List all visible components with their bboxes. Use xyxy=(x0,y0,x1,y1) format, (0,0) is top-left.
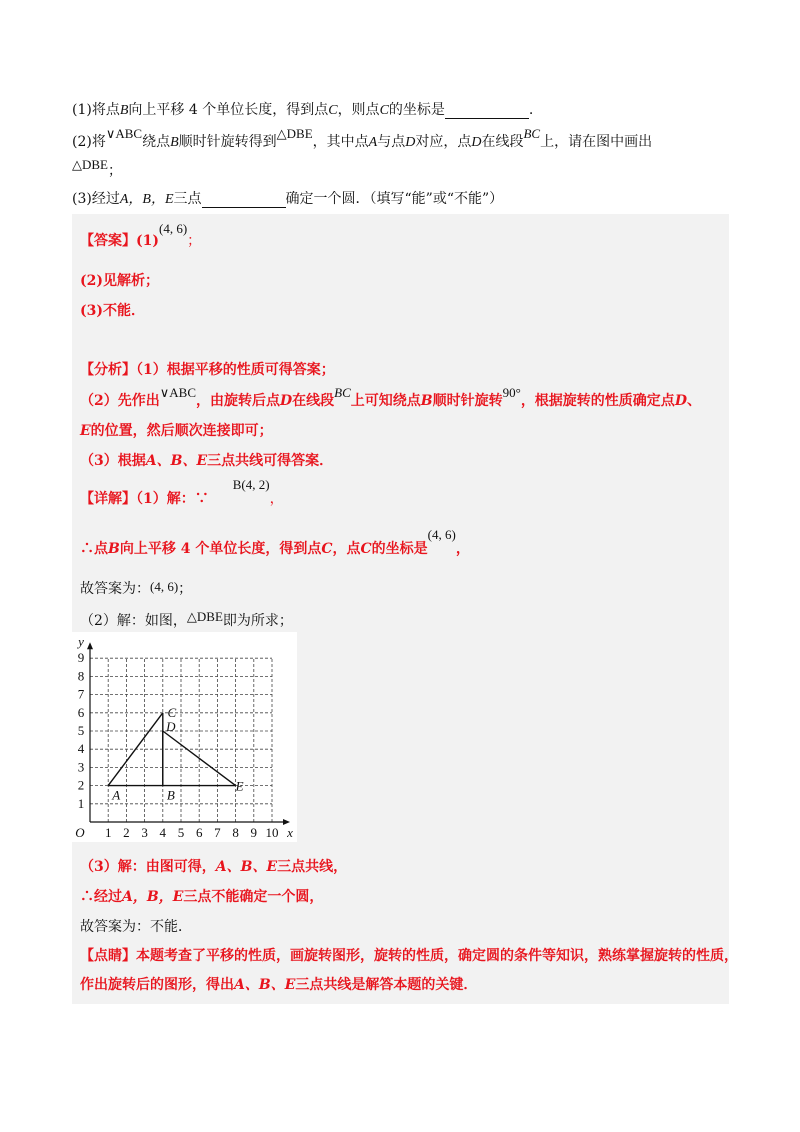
analysis-text: （2）先作出 xyxy=(80,393,160,409)
q2-text: ，其中点 xyxy=(312,134,369,150)
detail-point-b: B(4, 2) xyxy=(232,477,270,492)
q1-text: . xyxy=(528,102,534,118)
q3-text: 确定一个圆．（填写“能”或“不能”） xyxy=(285,191,504,207)
detail-text: 即为所求； xyxy=(222,613,293,629)
y-tick-label: 6 xyxy=(77,704,85,720)
detail-text: （2）解：如图， xyxy=(80,613,187,629)
question-2-line2 xyxy=(72,157,122,180)
detail-text: 向上平移 4 个单位长度，得到点 xyxy=(119,541,322,557)
detail-text: 的坐标是 xyxy=(371,541,428,557)
analysis-triangle: ∨ABC xyxy=(159,385,196,400)
analysis-line-1 xyxy=(80,359,335,379)
question-1 xyxy=(72,99,533,119)
q1-point-c: C xyxy=(328,103,338,118)
q1-point-b: B xyxy=(119,103,129,118)
y-tick-label: 1 xyxy=(77,795,85,811)
point-label-c: C xyxy=(167,704,177,720)
y-tick-label: 3 xyxy=(77,759,85,775)
comment-text: 作出旋转后的图形，得出 xyxy=(80,977,234,993)
q1-text: (1)将点 xyxy=(72,102,120,118)
x-tick-label: 7 xyxy=(214,825,221,840)
detail-label: 【详解】 xyxy=(80,491,136,507)
y-axis-label: y xyxy=(78,634,84,650)
detail-text: 故答案为： xyxy=(80,581,150,597)
point-label-b: B xyxy=(166,787,175,803)
q2-text: 对应，点 xyxy=(415,134,472,150)
x-tick-label: 6 xyxy=(195,825,203,840)
analysis-point: D xyxy=(674,393,687,409)
detail-line-4 xyxy=(80,610,293,630)
answer-value: (4, 6) xyxy=(159,221,188,236)
q2-text: 在线段 xyxy=(481,134,524,150)
x-tick-label: 2 xyxy=(123,825,130,840)
answer-label: 【答案】 xyxy=(80,233,136,249)
comment-text: 三点共线是解答本题的关键． xyxy=(295,977,478,993)
comment-line-2 xyxy=(80,974,477,994)
analysis-points: A、B、E xyxy=(145,453,208,469)
detail-points: A、B、E xyxy=(215,859,278,875)
detail-text: ，点 xyxy=(332,541,361,557)
analysis-text: （1）根据平移的性质可得答案； xyxy=(136,362,335,378)
answer-panel xyxy=(72,214,738,1004)
point-label-e: E xyxy=(235,778,244,794)
answer-text: ； xyxy=(187,233,202,249)
analysis-line-3 xyxy=(80,420,273,440)
answer-text: (1) xyxy=(136,233,159,249)
q3-answer-blank[interactable] xyxy=(202,193,286,208)
q1-text: 向上平移 4 个单位长度，得到点 xyxy=(128,102,329,118)
detail-line-6 xyxy=(80,886,323,906)
y-tick-label: 5 xyxy=(77,723,85,738)
detail-line-2 xyxy=(80,527,470,558)
q1-text: 的坐标是 xyxy=(388,102,445,118)
x-tick-label: 4 xyxy=(159,825,167,840)
point-label-a: A xyxy=(112,787,121,803)
analysis-text: 上可知绕点 xyxy=(350,393,421,409)
x-tick-label: 10 xyxy=(265,825,279,840)
detail-line-5 xyxy=(80,856,347,876)
q2-text: ； xyxy=(108,163,122,179)
y-tick-label: 7 xyxy=(77,686,85,702)
q2-point: B xyxy=(170,135,179,150)
q2-point: D xyxy=(471,135,482,150)
analysis-line-2 xyxy=(80,385,701,410)
x-tick-label: 8 xyxy=(232,825,239,840)
comment-points: A、B、E xyxy=(234,977,296,993)
q2-triangle: △DBE xyxy=(276,126,313,141)
comment-line-1 xyxy=(80,945,738,965)
y-tick-label: 8 xyxy=(77,668,85,684)
q2-triangle: △DBE xyxy=(72,157,108,172)
question-2 xyxy=(72,126,653,151)
analysis-line-4 xyxy=(80,450,333,470)
detail-point: C xyxy=(360,541,372,557)
detail-triangle: △DBE xyxy=(186,609,223,624)
detail-text: ∴点 xyxy=(80,541,108,557)
q2-text: (2)将 xyxy=(72,134,106,150)
analysis-text: 三点共线可得答案． xyxy=(207,453,334,469)
x-axis-label: x xyxy=(287,825,293,840)
q2-point: D xyxy=(405,135,416,150)
q1-point-c: C xyxy=(379,103,389,118)
q2-segment: BC xyxy=(523,126,541,141)
detail-text: ； xyxy=(178,581,193,597)
question-3 xyxy=(72,188,503,208)
detail-text: （3）解：由图可得， xyxy=(80,859,216,875)
coordinate-grid-figure xyxy=(72,632,297,842)
detail-text: 三点不能确定一个圆， xyxy=(183,889,324,905)
analysis-point: B xyxy=(420,393,433,409)
q1-text: ，则点 xyxy=(337,102,380,118)
analysis-text: 顺时针旋转 xyxy=(432,393,503,409)
y-tick-label: 2 xyxy=(77,777,85,793)
analysis-segment: BC xyxy=(334,385,351,400)
origin-label: O xyxy=(75,825,85,840)
q2-triangle: ∨ABC xyxy=(105,126,143,141)
y-tick-label: 9 xyxy=(77,650,85,666)
analysis-text: ，根据旋转的性质确定点 xyxy=(520,393,675,409)
analysis-angle: 90° xyxy=(502,385,521,400)
comment-label: 【点睛】 xyxy=(80,948,136,964)
detail-point: C xyxy=(321,541,333,557)
detail-text: ， xyxy=(269,491,284,507)
analysis-point: D xyxy=(280,393,293,409)
q2-text: 上，请在图中画出 xyxy=(540,134,653,150)
q1-answer-blank[interactable] xyxy=(445,104,529,119)
answer-line-1 xyxy=(80,221,202,250)
detail-line-3 xyxy=(80,578,192,598)
comment-text: 本题考查了平移的性质，画旋转图形，旋转的性质，确定圆的条件等知识，熟练掌握旋转的性质， xyxy=(136,948,738,964)
detail-line-1 xyxy=(80,477,284,508)
y-tick-label: 4 xyxy=(77,741,85,757)
analysis-text: 在线段 xyxy=(292,393,335,409)
detail-value: (4, 6) xyxy=(150,579,179,594)
detail-point: B xyxy=(108,541,120,557)
answer-line-2: (2)见解析； xyxy=(80,273,159,289)
x-tick-label: 5 xyxy=(177,825,185,840)
q3-text: 三点 xyxy=(173,191,202,207)
q2-text: 与点 xyxy=(377,134,406,150)
answer-line-3: (3)不能． xyxy=(80,303,145,319)
q2-point: A xyxy=(368,135,378,150)
detail-text: （1）解： xyxy=(136,491,195,507)
x-tick-label: 3 xyxy=(141,825,148,840)
q2-text: 绕点 xyxy=(142,134,171,150)
detail-value: (4, 6) xyxy=(427,527,456,542)
q2-text: 顺时针旋转得到 xyxy=(178,134,277,150)
analysis-text: 的位置，然后顺次连接即可； xyxy=(90,423,273,439)
because-symbol: ∵ xyxy=(194,491,209,507)
detail-points: A，B，E xyxy=(122,889,184,905)
q3-points: A，B，E xyxy=(119,192,174,207)
q3-text: (3)经过 xyxy=(72,191,120,207)
analysis-text: ，由旋转后点 xyxy=(196,393,280,409)
x-tick-label: 9 xyxy=(250,825,258,840)
x-tick-label: 1 xyxy=(104,825,112,840)
detail-text: 三点共线， xyxy=(277,859,348,875)
analysis-label: 【分析】 xyxy=(80,362,136,378)
detail-text: ， xyxy=(455,541,470,557)
detail-line-7: 故答案为：不能． xyxy=(80,919,192,935)
analysis-text: （3）根据 xyxy=(80,453,146,469)
analysis-point: E xyxy=(80,423,91,439)
analysis-text: 、 xyxy=(686,393,701,409)
figure-background xyxy=(72,632,297,842)
detail-text: ∴经过 xyxy=(80,889,122,905)
point-label-d: D xyxy=(166,719,176,734)
